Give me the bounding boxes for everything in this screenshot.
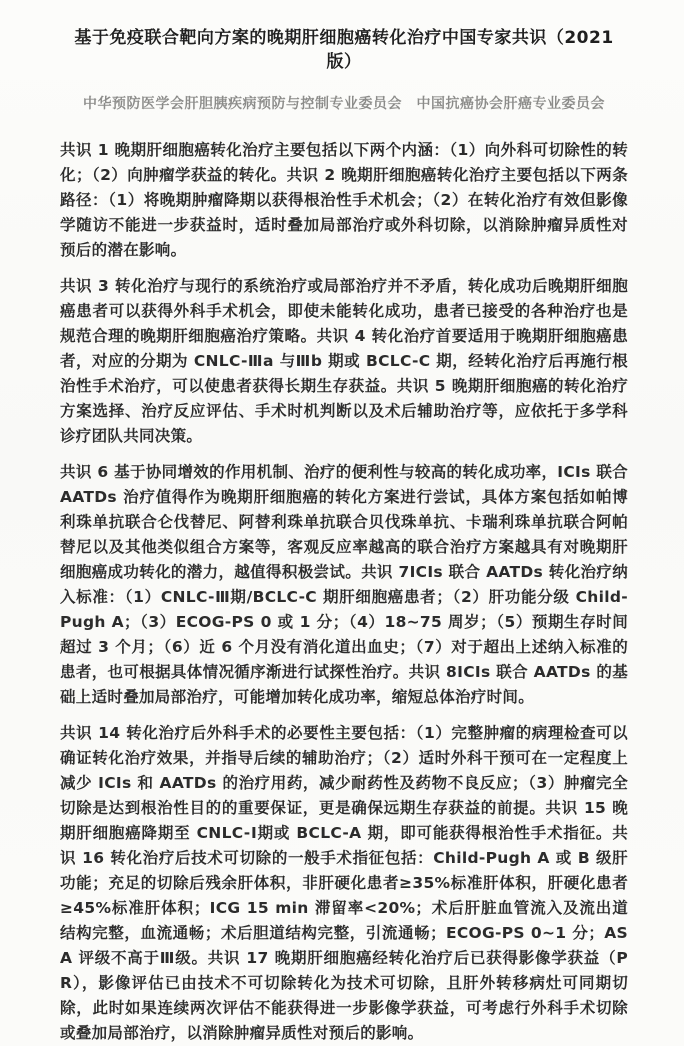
consensus-paragraph-2: 共识 3 转化治疗与现行的系统治疗或局部治疗并不矛盾，转化成功后晚期肝细胞癌患者可以获得外科手术机会，即使未能转化成功，患者已接受的各种治疗也是规范合理的晚期肝细胞癌治疗策略。共识 4 转化治疗首要适用于晚期肝细胞癌患者，对应的分期为 CNLC-Ⅲa 与Ⅲb 期或 BCLC-C 期，经转化治疗后再施行根治性手术治疗，可以使患者获得长期生存获益。共识 5 晚期肝细胞癌的转化治疗方案选择、治疗反应评估、手术时机判断以及术后辅助治疗等，应依托于多学科诊疗团队共同决策。 xyxy=(60,277,628,445)
document-body xyxy=(60,138,628,1046)
consensus-paragraph-3: 共识 6 基于协同增效的作用机制、治疗的便利性与较高的转化成功率，ICIs 联合 AATDs 治疗值得作为晚期肝细胞癌的转化方案进行尝试，具体方案包括如帕博利珠单抗联合仑伐替尼、阿替利珠单抗联合贝伐珠单抗、卡瑞利珠单抗联合阿帕替尼以及其他类似组合方案等，客观反应率越高的联合治疗方案越具有对晚期肝细胞癌成功转化的潜力，越值得积极尝试。共识 7ICIs 联合 AATDs 转化治疗纳入标准：（1）CNLC-Ⅲ期/BCLC-C 期肝细胞癌患者；（2）肝功能分级 Child-Pugh A；（3）ECOG-PS 0 或 1 分；（4）18~75 周岁；（5）预期生存时间超过 3 个月；（6）近 6 个月没有消化道出血史；（7）对于超出上述纳入标准的患者，也可根据具体情况循序渐进行试探性治疗。共识 8ICIs 联合 AATDs 的基础上适时叠加局部治疗，可能增加转化成功率，缩短总体治疗时间。 xyxy=(60,463,628,706)
authoring-committees: 中华预防医学会肝胆胰疾病预防与控制专业委员会 中国抗癌协会肝癌专业委员会 xyxy=(83,96,605,112)
document-title: 基于免疫联合靶向方案的晚期肝细胞癌转化治疗中国专家共识（2021 版） xyxy=(74,28,614,72)
consensus-paragraph-4: 共识 14 转化治疗后外科手术的必要性主要包括：（1）完整肿瘤的病理检查可以确证转化治疗效果，并指导后续的辅助治疗；（2）适时外科干预可在一定程度上减少 ICIs 和 AATDs 的治疗用药，减少耐药性及药物不良反应；（3）肿瘤完全切除是达到根治性目的的重要保证，更是确保远期生存获益的前提。共识 15 晚期肝细胞癌降期至 CNLC-Ⅰ期或 BCLC-A 期，即可能获得根治性手术指征。共识 16 转化治疗后技术可切除的一般手术指征包括：Child-Pugh A 或 B 级肝功能；充足的切除后残余肝体积，非肝硬化患者≥35%标准肝体积，肝硬化患者≥45%标准肝体积；ICG 15 min 滞留率<20%；术后肝脏血管流入及流出道结构完整，血流通畅；术后胆道结构完整，引流通畅；ECOG-PS 0~1 分；ASA 评级不高于Ⅲ级。共识 17 晚期肝细胞癌经转化治疗后已获得影像学获益（PR），影像评估已由技术不可切除转化为技术可切除，且肝外转移病灶可同期切除，此时如果连续两次评估不能获得进一步影像学获益，可考虑行外科手术切除或叠加局部治疗，以消除肿瘤异质性对预后的影响。 xyxy=(60,724,628,1042)
consensus-paragraph-1: 共识 1 晚期肝细胞癌转化治疗主要包括以下两个内涵：（1）向外科可切除性的转化；（2）向肿瘤学获益的转化。共识 2 晚期肝细胞癌转化治疗主要包括以下两条路径：（1）将晚期肿瘤降期以获得根治性手术机会；（2）在转化治疗有效但影像学随访不能进一步获益时，适时叠加局部治疗或外科切除，以消除肿瘤异质性对预后的潜在影响。 xyxy=(60,141,628,259)
